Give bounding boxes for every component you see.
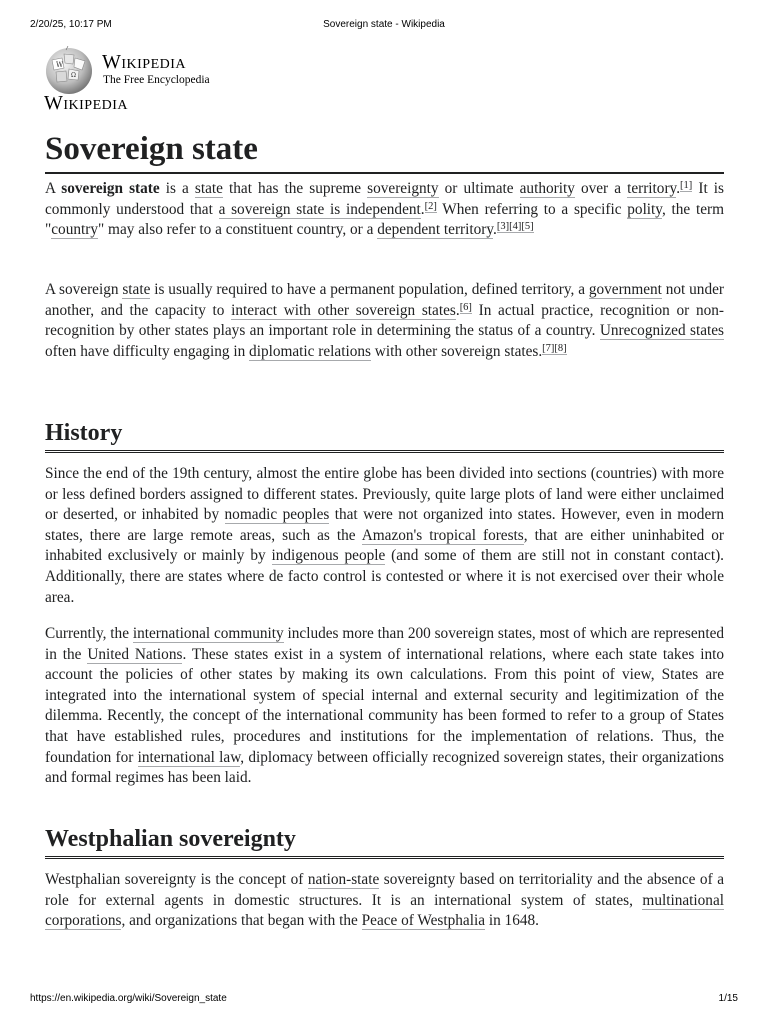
- print-datetime: 2/20/25, 10:17 PM: [30, 19, 112, 30]
- reference-1[interactable]: [1]: [680, 180, 693, 191]
- article-intro: [45, 179, 724, 241]
- bold-term: sovereign state: [61, 180, 160, 197]
- link-amazon-forests[interactable]: Amazon's tropical forests: [361, 526, 524, 544]
- link-sovereignty[interactable]: sovereignty: [367, 180, 439, 197]
- history-paragraph-2: Currently, the international community includes more than 200 sovereign states, most of which are represented in the United Nations. These states exist in a system of international relations, where each state takes into account the policies of other states by making its own calculations. From this point of view, States are integrated into the international system of special internal and external security and legitimization of the dilemma. Recently, the concept of the international community has been formed to refer to a group of States that have established rules, procedures and institutions for the implementation of relations. Thus, the foundation for international law, diplomacy between officially recognized sovereign states, their organizations and formal regimes has been laid.: [45, 625, 725, 787]
- wikipedia-wordmark[interactable]: Wikipedia: [102, 51, 187, 73]
- svg-text:W: W: [56, 61, 64, 69]
- link-diplomatic-relations[interactable]: diplomatic relations: [249, 342, 371, 360]
- reference-6[interactable]: [6]: [459, 301, 472, 313]
- link-country[interactable]: country: [51, 221, 98, 239]
- link-polity[interactable]: polity: [627, 200, 662, 218]
- link-nation-state[interactable]: nation-state: [307, 871, 380, 888]
- link-independent[interactable]: a sovereign state is independent: [218, 200, 421, 218]
- reference-7[interactable]: [7]: [542, 342, 555, 354]
- link-international-law[interactable]: international law: [137, 748, 241, 766]
- link-unrecognized-states[interactable]: Unrecognized states: [599, 322, 724, 340]
- print-page-title: Sovereign state - Wikipedia: [323, 19, 445, 30]
- link-nomadic-peoples[interactable]: nomadic peoples: [224, 506, 330, 524]
- link-indigenous-people[interactable]: indigenous people: [271, 547, 386, 565]
- reference-5[interactable]: [5]: [521, 221, 534, 233]
- heading-history: History: [45, 418, 724, 453]
- link-state[interactable]: state: [194, 180, 223, 197]
- westphalian-section: [45, 870, 724, 932]
- link-government[interactable]: government: [588, 281, 662, 298]
- intro-paragraph-2: A sovereign state is usually required to have a permanent population, defined territory, a government not under another, and the capacity to interact with other sovereign states.[6] In actual practice, recognition or non-recognition by other states plays an important role in determining the status of a country. Unrecognized states often have difficulty engaging in diplomatic relations with other sovereign states.[7][8]: [45, 281, 724, 360]
- link-united-nations[interactable]: United Nations: [87, 645, 183, 663]
- link-territory[interactable]: territory: [627, 180, 677, 197]
- intro-paragraph-1: A sovereign state is a state that has the supreme sovereignty or ultimate authority over a territory.[1] It is commonly understood that a sovereign state is independent.[2] When referring to a specific polity, the term "country" may also refer to a constituent country, or a dependent territory.[3][4][5]: [45, 180, 724, 239]
- page-title: Sovereign state: [45, 128, 724, 174]
- westphalian-paragraph-1: Westphalian sovereignty is the concept of nation-state sovereignty based on territoriality and the absence of a role for external agents in domestic structures. It is an international system of states, multinational corporations, and organizations that began with the Peace of Westphalia in 1648.: [45, 871, 724, 930]
- wikipedia-globe-icon[interactable]: [44, 46, 94, 96]
- reference-2[interactable]: [2]: [424, 200, 437, 212]
- reference-3[interactable]: [3]: [496, 221, 510, 233]
- link-interact-sovereign-states[interactable]: interact with other sovereign states: [231, 301, 456, 319]
- print-url: https://en.wikipedia.org/wiki/Sovereign_state: [30, 993, 227, 1004]
- reference-4[interactable]: [4]: [509, 221, 522, 233]
- link-state-2[interactable]: state: [122, 281, 151, 298]
- link-peace-of-westphalia[interactable]: Peace of Westphalia: [361, 912, 486, 930]
- heading-westphalian-sovereignty: Westphalian sovereignty: [45, 824, 724, 859]
- link-multinational-corporations[interactable]: multinational corporations: [45, 891, 724, 930]
- link-international-community[interactable]: international community: [132, 625, 284, 642]
- link-authority[interactable]: authority: [519, 180, 575, 197]
- link-dependent-territory[interactable]: dependent territory: [377, 221, 494, 239]
- print-page-number: 1/15: [718, 993, 738, 1004]
- history-section: [45, 464, 724, 608]
- history-paragraph-1: Since the end of the 19th century, almost the entire globe has been divided into sections (countries) with more or less defined borders assigned to different states. Previously, quite large plots of land were either unclaimed or deserted, or inhabited by nomadic peoples that were not organized into states. However, even in modern states, there are large remote areas, such as the Amazon's tropical forests, that are either uninhabited or inhabited exclusively or mainly by indigenous people (and some of them are still not in constant contact). Additionally, there are states where de facto control is contested or where it is not exercised over their whole area.: [45, 465, 724, 606]
- article-intro-2: [45, 280, 724, 362]
- history-section-2: [45, 624, 724, 789]
- reference-8[interactable]: [8]: [554, 342, 567, 354]
- svg-text:Ω: Ω: [71, 72, 76, 79]
- wikipedia-tagline: The Free Encyclopedia: [103, 74, 210, 86]
- wikipedia-wordmark-secondary[interactable]: Wikipedia: [44, 92, 129, 114]
